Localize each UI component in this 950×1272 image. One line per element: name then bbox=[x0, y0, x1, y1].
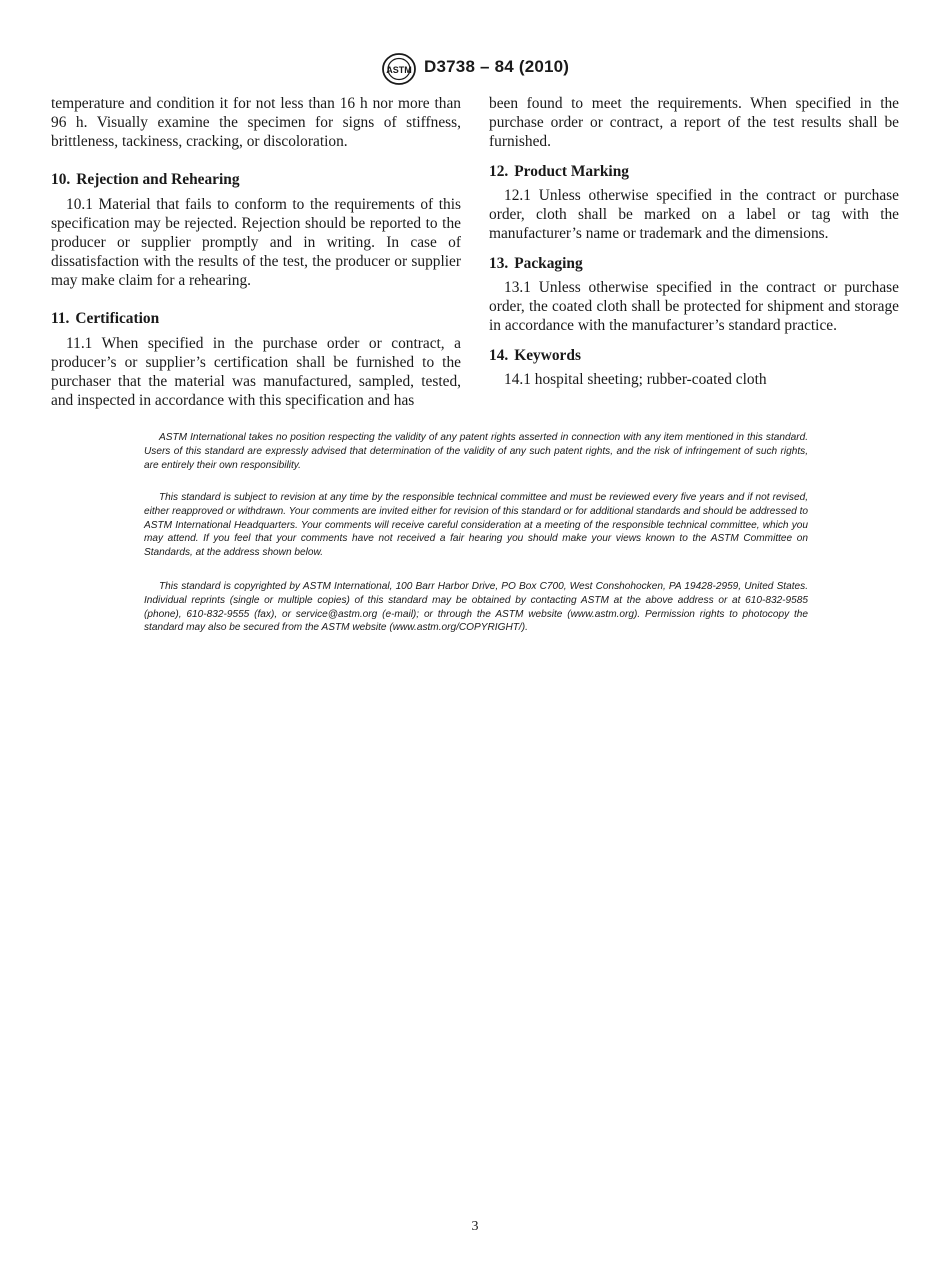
section-number: 10. bbox=[51, 171, 71, 188]
left-column bbox=[51, 94, 461, 410]
section-heading bbox=[489, 254, 899, 273]
section-paragraph: 14.1 hospital sheeting; rubber-coated cloth bbox=[504, 371, 767, 388]
section-title: Certification bbox=[75, 310, 160, 327]
section-number: 11. bbox=[51, 310, 70, 327]
notice-text: This standard is copyrighted by ASTM International, 100 Barr Harbor Drive, PO Box C700, West Conshohocken, PA 19428-2959, United States. Individual reprints (single or multiple copies) of this standard may be obtained by contacting ASTM at the above address or at 610-832-9585 (phone), 610-832-9555 (fax), or service@astm.org (e-mail); or through the ASTM website (www.astm.org). Permission rights to photocopy the standard may also be secured from the ASTM website (www.astm.org/COPYRIGHT/). bbox=[144, 581, 808, 634]
section-paragraph: 12.1 Unless otherwise specified in the contract or purchase order, cloth shall be marked on a label or tag with the manufacturer’s name or trademark and the dimensions. bbox=[489, 187, 899, 242]
section-paragraph: 13.1 Unless otherwise specified in the contract or purchase order, the coated cloth shall be protected for shipment and storage in accordance with the manufacturer’s standard practice. bbox=[489, 279, 899, 334]
notice-text: This standard is subject to revision at any time by the responsible technical committee and must be reviewed every five years and if not revised, either reapproved or withdrawn. Your comments are invited either for revision of this standard or for additional standards and should be addressed to ASTM International Headquarters. Your comments will receive careful consideration at a meeting of the responsible technical committee, which you may attend. If you feel that your comments have not received a fair hearing you should make your views known to the ASTM Committee on Standards, at the address shown below. bbox=[144, 492, 808, 559]
page-number: 3 bbox=[471, 1219, 479, 1234]
astm-logo-icon bbox=[381, 52, 417, 86]
section-number: 12. bbox=[489, 163, 509, 180]
section-heading bbox=[51, 170, 461, 189]
copyright-notice bbox=[144, 580, 808, 635]
section-number: 13. bbox=[489, 255, 509, 272]
page-header bbox=[0, 52, 950, 86]
notice-text: ASTM International takes no position respecting the validity of any patent rights asserted in connection with any item mentioned in this standard. Users of this standard are expressly advised that determination of the validity of any such patent rights, and the risk of infringement of such rights, are entirely their own responsibility. bbox=[144, 432, 808, 471]
continuation-paragraph: been found to meet the requirements. When specified in the purchase order or contract, a report of the test results shall be furnished. bbox=[489, 95, 899, 150]
patent-notice bbox=[144, 431, 808, 472]
continuation-paragraph: temperature and condition it for not less than 16 h nor more than 96 h. Visually examine the specimen for signs of stiffness, brittleness, tackiness, cracking, or discoloration. bbox=[51, 95, 461, 150]
section-paragraph: 10.1 Material that fails to conform to the requirements of this specification may be rejected. Rejection should be reported to the producer or supplier promptly and in writing. In case of dissatisfaction with the results of the test, the producer or supplier may make claim for a rehearing. bbox=[51, 196, 461, 289]
section-title: Product Marking bbox=[514, 163, 629, 180]
section-heading bbox=[489, 162, 899, 181]
section-heading bbox=[489, 346, 899, 365]
logo-lettering: ASTM bbox=[386, 65, 412, 75]
section-title: Packaging bbox=[514, 255, 583, 272]
section-heading bbox=[51, 309, 461, 328]
section-title: Rejection and Rehearing bbox=[76, 171, 240, 188]
section-title: Keywords bbox=[514, 347, 581, 364]
section-paragraph: 11.1 When specified in the purchase order or contract, a producer’s or supplier’s certification shall be furnished to the purchaser that the material was manufactured, sampled, tested, and inspected in accordance with this specification and has bbox=[51, 335, 461, 409]
revision-notice bbox=[144, 491, 808, 560]
right-column bbox=[489, 94, 899, 389]
section-number: 14. bbox=[489, 347, 509, 364]
standard-designation: D3738 – 84 (2010) bbox=[424, 57, 570, 76]
